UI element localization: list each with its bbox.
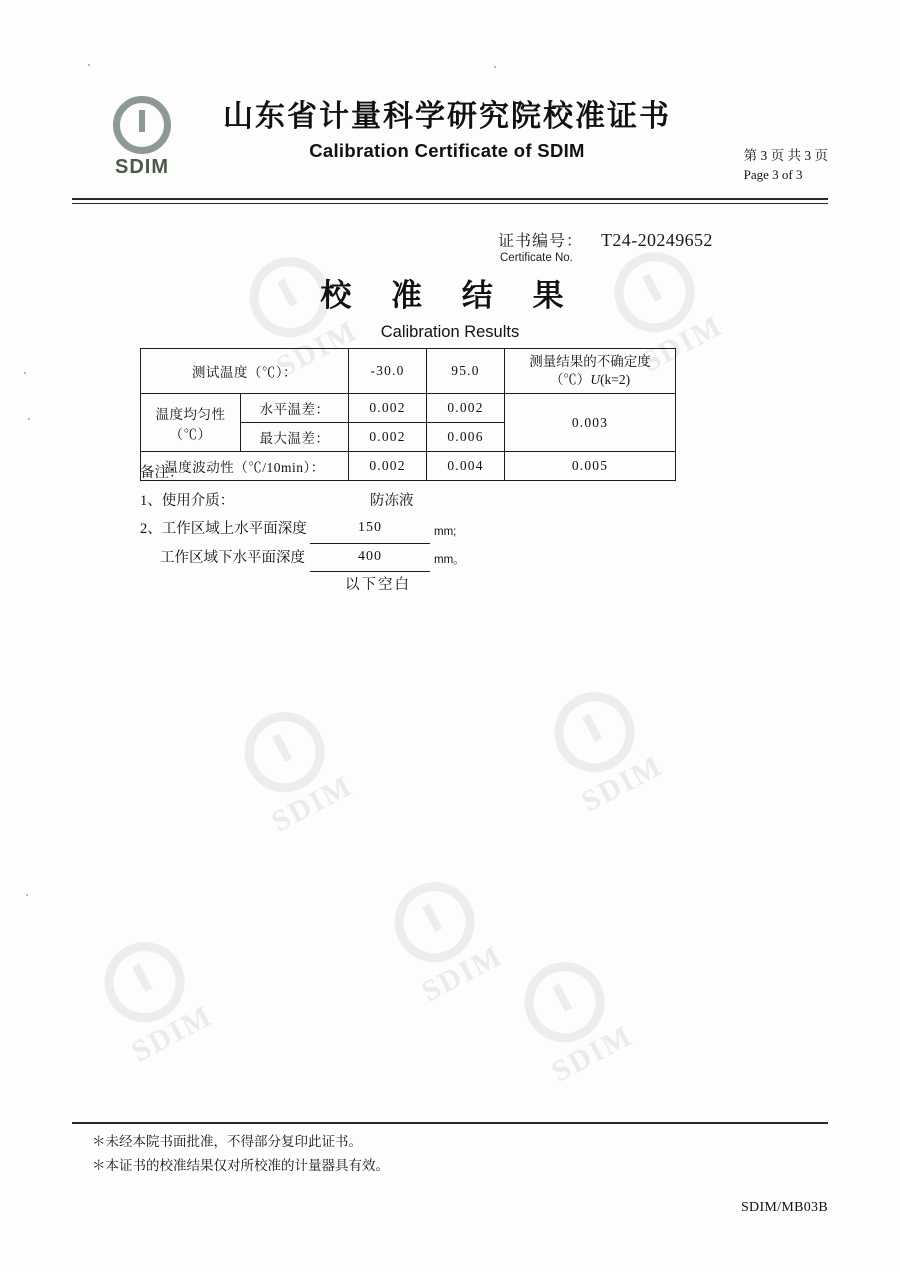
title-chinese: 山东省计量科学研究院校准证书 xyxy=(223,100,671,133)
note-medium-value: 防冻液 xyxy=(370,492,414,509)
max-difference-label: 最大温差： xyxy=(241,423,349,452)
note-medium-label: 1、使用介质： xyxy=(140,492,235,509)
uncertainty-symbol: U xyxy=(590,372,601,388)
sdim-logo xyxy=(94,96,190,179)
note-upper-depth-value: 150 xyxy=(310,515,430,544)
certificate-number-value: T24-20249652 xyxy=(601,230,713,250)
certificate-number-block xyxy=(498,228,828,264)
title-english: Calibration Certificate of SDIM xyxy=(309,139,585,161)
horizontal-difference-value-2: 0.002 xyxy=(427,394,505,423)
fluctuation-uncertainty-value: 0.005 xyxy=(505,452,676,481)
page-number-en: Page 3 of 3 xyxy=(743,166,803,182)
watermark: SDIM xyxy=(228,697,359,840)
footer-note-2: ＊本证书的校准结果仅对所校准的计量器具有效。 xyxy=(92,1157,389,1173)
certificate-label-cn: 证书编号： xyxy=(498,233,584,250)
watermark: SDIM xyxy=(598,237,729,380)
horizontal-difference-value-1: 0.002 xyxy=(349,394,427,423)
blank-below-note: 以下空白 xyxy=(345,577,411,594)
uniformity-label-line1: 温度均匀性 xyxy=(155,406,226,422)
page-title xyxy=(212,98,682,162)
uniformity-label xyxy=(141,394,241,452)
section-title xyxy=(0,270,900,342)
note-upper-depth-label: 2、工作区域上水平面深度 xyxy=(140,521,307,538)
table-row xyxy=(141,349,676,394)
table-row xyxy=(141,394,676,423)
test-temperature-label: 测试温度（℃）： xyxy=(141,349,349,394)
logo-ring-icon xyxy=(113,96,171,154)
fluctuation-label: 温度波动性（℃/10min）： xyxy=(141,452,349,481)
uniformity-label-line2: （℃） xyxy=(169,426,212,442)
page-number-cn: 第 3 页 共 3 页 xyxy=(743,148,828,163)
watermark: SDIM xyxy=(508,947,639,1090)
logo-text: SDIM xyxy=(115,156,169,178)
test-temperature-2: 95.0 xyxy=(427,349,505,394)
watermark: SDIM xyxy=(538,677,669,820)
max-difference-value-2: 0.006 xyxy=(427,423,505,452)
watermark: SDIM xyxy=(233,242,364,385)
document-header xyxy=(72,92,828,188)
fluctuation-value-1: 0.002 xyxy=(349,452,427,481)
note-lower-depth-label: 工作区域下水平面深度 xyxy=(160,549,305,566)
footer-divider xyxy=(72,1122,828,1124)
footer-notes xyxy=(92,1130,389,1177)
header-divider xyxy=(72,198,828,204)
uncertainty-unit: （℃） xyxy=(549,372,591,388)
horizontal-difference-label: 水平温差： xyxy=(241,394,349,423)
uncertainty-header xyxy=(505,349,676,394)
notes-block xyxy=(140,460,780,600)
max-difference-value-1: 0.002 xyxy=(349,423,427,452)
note-upper-depth-unit: mm; xyxy=(434,525,457,538)
section-title-cn: 校 准 结 果 xyxy=(320,278,580,313)
note-item-upper-depth xyxy=(140,515,780,544)
footer-note-1: ＊未经本院书面批准，不得部分复印此证书。 xyxy=(92,1134,362,1149)
uncertainty-k: (k=2) xyxy=(600,372,631,388)
note-lower-depth-unit: mm。 xyxy=(434,554,465,567)
watermark: SDIM xyxy=(378,867,509,1010)
uncertainty-header-line2 xyxy=(507,371,673,389)
note-item-medium xyxy=(140,488,780,516)
section-title-en: Calibration Results xyxy=(380,323,520,341)
page-number xyxy=(744,146,828,184)
test-temperature-1: -30.0 xyxy=(349,349,427,394)
uniformity-uncertainty-value: 0.003 xyxy=(505,394,676,452)
certificate-label-en: Certificate No. xyxy=(500,252,573,264)
note-lower-depth-value: 400 xyxy=(310,544,430,573)
uncertainty-header-line1: 测量结果的不确定度 xyxy=(529,354,651,369)
notes-title: 备注： xyxy=(140,465,184,481)
document-code: SDIM/MB03B xyxy=(740,1200,828,1215)
watermark: SDIM xyxy=(88,927,219,1070)
note-item-lower-depth xyxy=(140,544,780,573)
fluctuation-value-2: 0.004 xyxy=(427,452,505,481)
